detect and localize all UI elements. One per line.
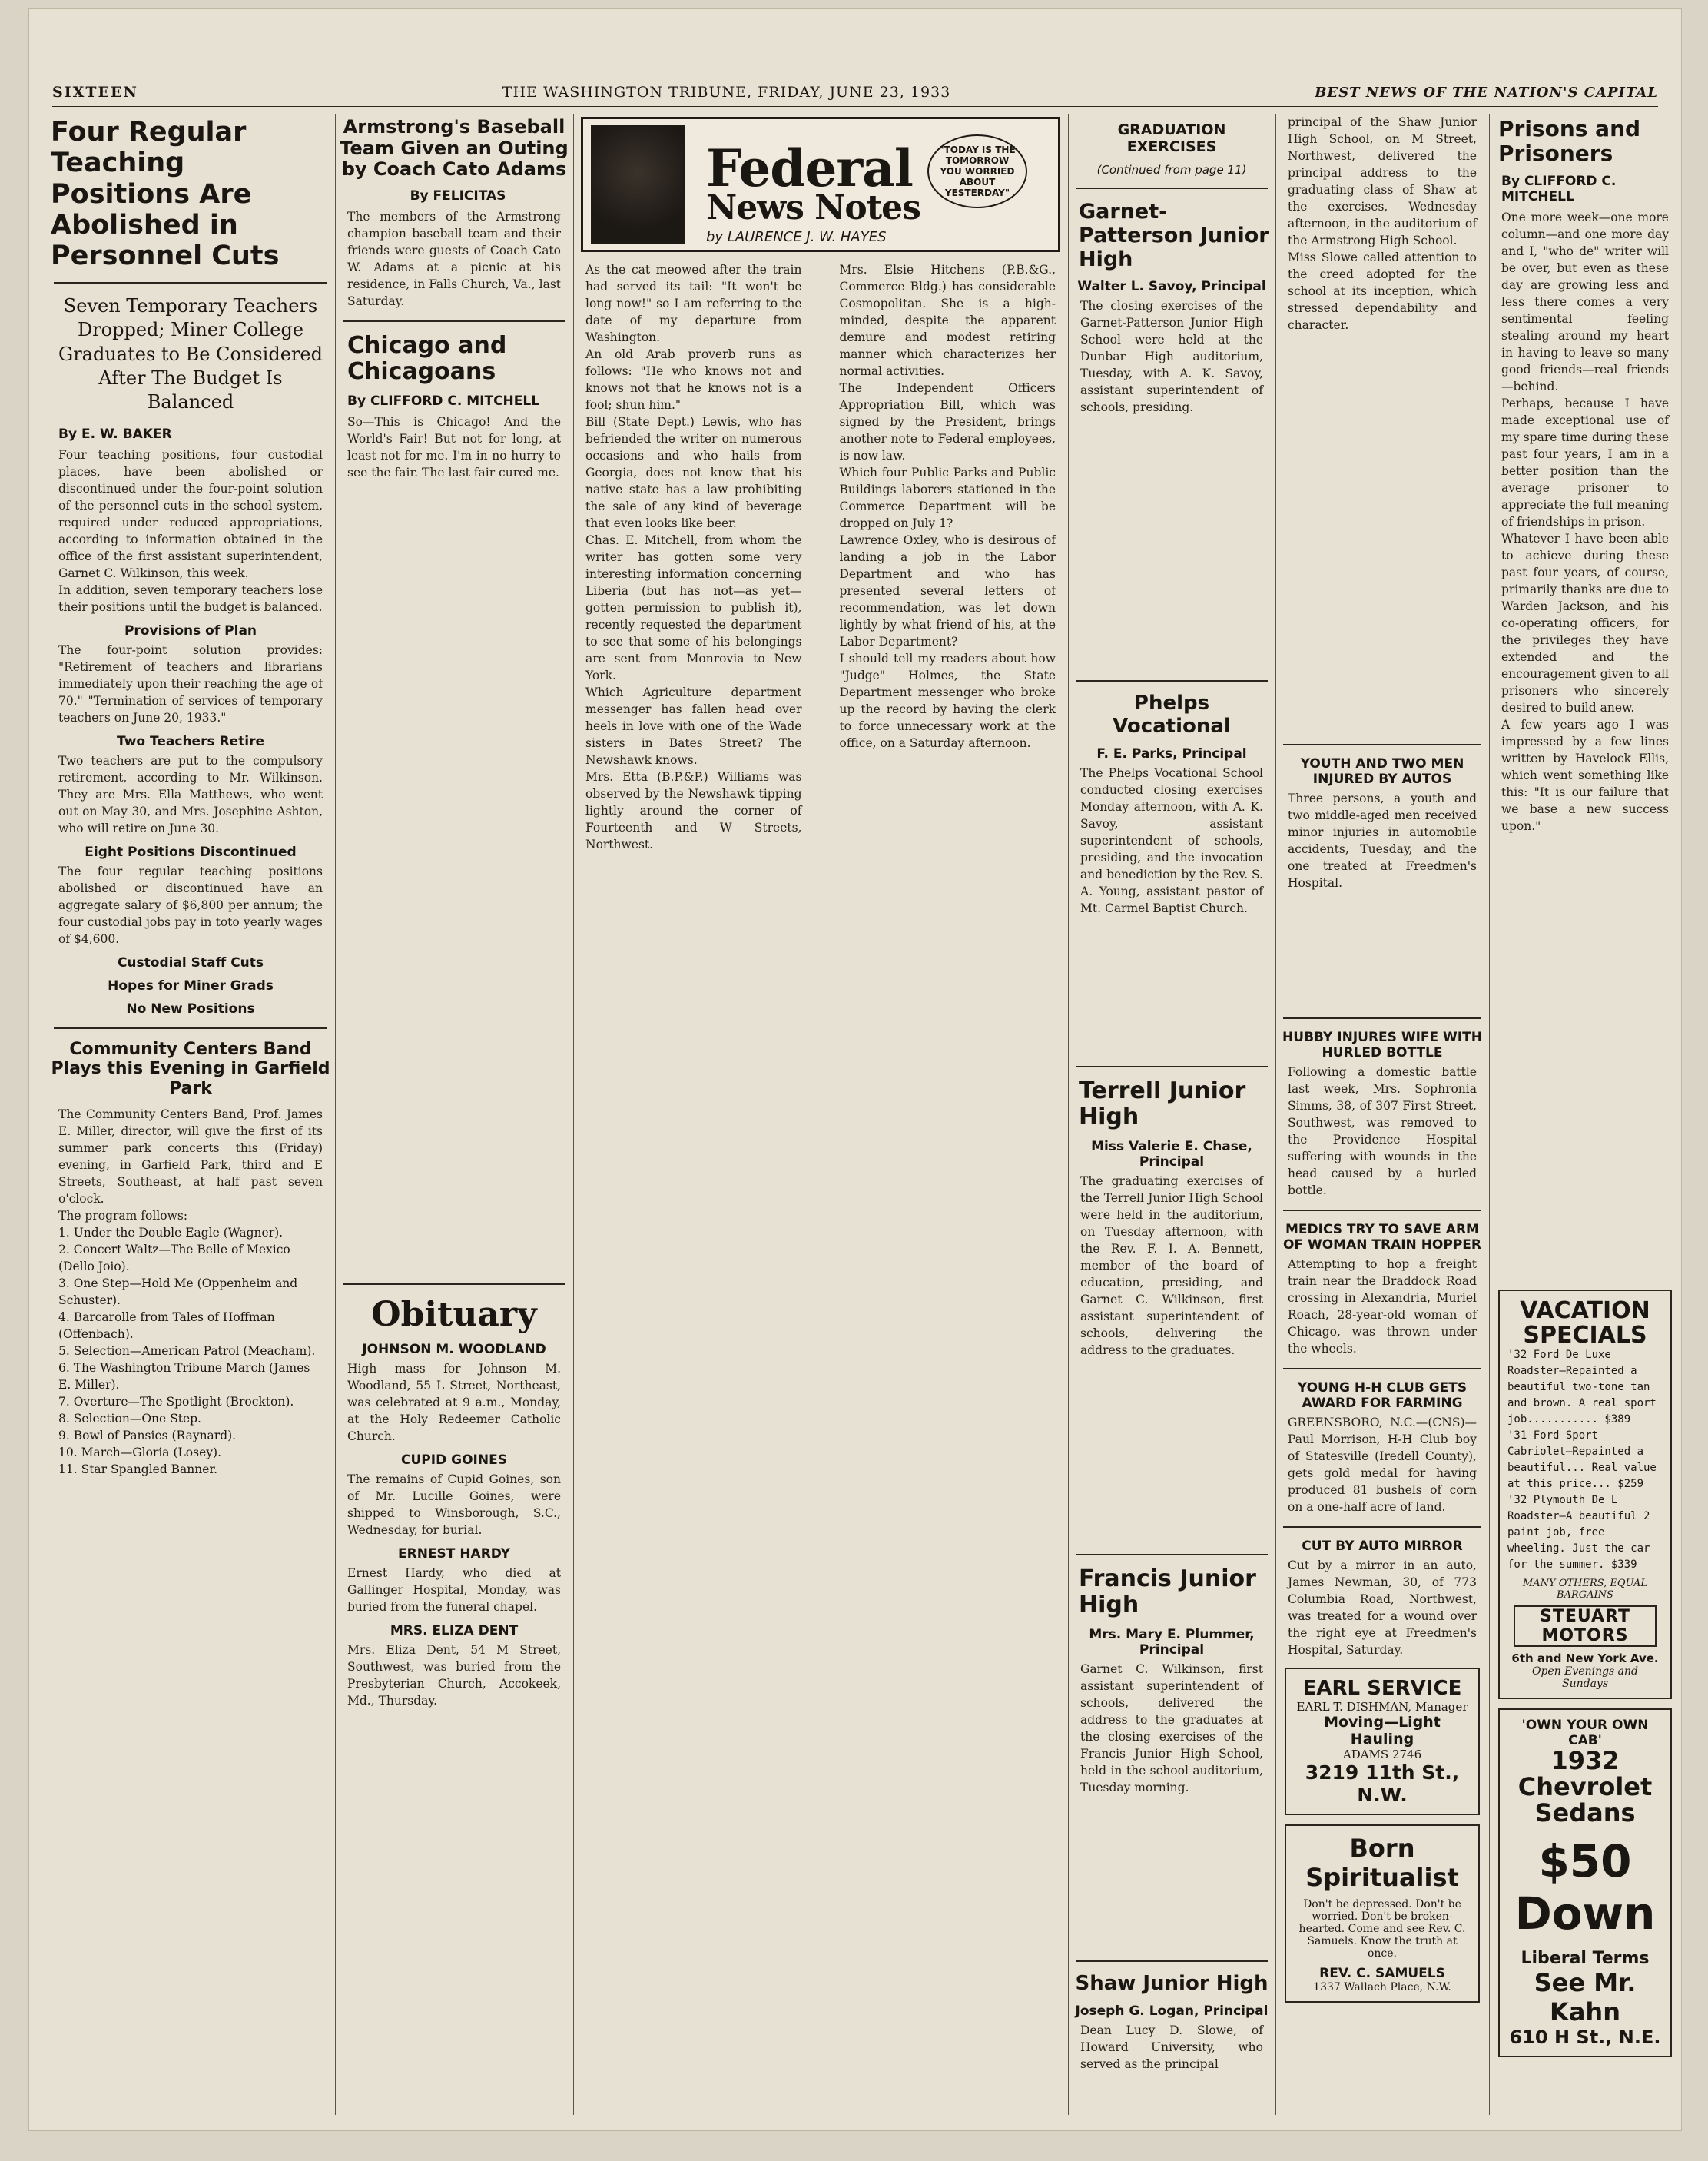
ad-line: Open Evenings and Sundays [1531,1665,1639,1691]
ad-line: See Mr. Kahn [1534,1968,1637,2027]
program-item: 10. March—Gloria (Losey). [58,1446,221,1460]
article-paragraph: One more week—one more column—and one more day and I, "who de" writer will be over, but even as these day are growing less and less there comes a very sentimental feeling stealing around my heart in having to leave so many good friends—real friends—behind. [1501,211,1669,394]
divider [1076,1554,1268,1555]
headline-baseball: Armstrong's Baseball Team Given an Outing by Coach Cato Adams [340,116,569,181]
divider [1283,1368,1481,1369]
ad-line: 6th and New York Ave. [1511,1651,1659,1666]
article-paragraph: Perhaps, because I have made exceptional use of my spare time during these past four years, I am in a better position than the average prisoner to appreciate the full meaning of friendships in prison. [1501,397,1669,529]
ad-line: 610 H St., N.E. [1509,2027,1661,2049]
quote-badge: "TODAY IS THE TOMORROW YOU WORRIED ABOUT YESTERDAY" [927,134,1027,208]
article-paragraph: The Community Centers Band, Prof. James E. Miller, director, will give the first of its summer park concerts this (Friday) evening, in Garfield Park, third and E Streets, Southeast, at half past seven o'clock. [58,1107,323,1207]
article-paragraph: Four teaching positions, four custodial places, have been abolished or discontinued under the four-point solution of the personnel cuts in the school system, required under reduced appropriations, according to information obtained in the office of the first assistant superintendent, Garnet C. Wilkinson, this week. [58,448,323,581]
article-paragraph: Lawrence Oxley, who is desirous of landing a job in the Labor Department and who has presented several letters of recommendation, was let down lightly by what friend of his, at the Labor Department? [839,533,1056,649]
ad-line: Liberal Terms [1521,1949,1650,1969]
article-paragraph: The four regular teaching positions abolished or discontinued have an aggregate salary of $6,800 per annum; the four custodial jobs pay in toto yearly wages of $4,600. [58,865,323,947]
headline-teaching-positions: Four Regular Teaching Positions Are Abolished in Personnel Cuts [51,117,280,271]
chevrolet-ad [1498,1708,1672,2057]
ad-line: EARL T. DISHMAN, Manager [1296,1700,1468,1714]
article-paragraph: Three persons, a youth and two middle-aged men received minor injuries in automobile accidents, Tuesday, and the one treated at Freedmen's Hospital. [1288,792,1477,890]
divider [1283,1017,1481,1019]
ad-price: $50 Down [1514,1835,1656,1940]
federal-title-line1: Federal [706,138,913,198]
column-4 [1073,114,1271,2115]
ad-line: REV. C. SAMUELS [1319,1966,1445,1981]
column-text-continuation [1073,1796,1271,1950]
program-item: 1. Under the Double Eagle (Wagner). [58,1226,284,1240]
column-rule [1489,114,1490,2115]
federal-title [685,138,920,228]
paper-dateline: THE WASHINGTON TRIBUNE, FRIDAY, JUNE 23, 1933 [502,84,951,101]
column-1 [51,114,330,2115]
obit-name: ERNEST HARDY [398,1546,510,1562]
column-text-continuation [1280,334,1484,733]
headline-chicago: Chicago and Chicagoans [347,331,507,386]
federal-news-notes-banner [581,117,1060,252]
article-paragraph: Following a domestic battle last week, Mrs. Sophronia Simms, 38, of 307 First Street, Southwest, was removed to the Providence Hospital suffering with wounds in the head caused by a hurled bottle. [1288,1065,1477,1197]
ad-line: ADAMS 2746 [1342,1748,1422,1761]
program-label: The program follows: [58,1209,188,1223]
principal-line: Mrs. Mary E. Plummer, Principal [1089,1626,1255,1658]
article-paragraph: Garnet C. Wilkinson, first assistant superintendent of schools, delivered the address to the graduates at the closing exercises of the Francis Junior High School, held in the school auditorium, Tuesday morning. [1080,1661,1263,1794]
obit-text: High mass for Johnson M. Woodland, 55 L Street, Northeast, was celebrated at 9 a.m., Monday, at the Holy Redeemer Catholic Church. [347,1362,561,1444]
program-item: 4. Barcarolle from Tales of Hoffman (Offenbach). [58,1310,275,1342]
program-item: 6. The Washington Tribune March (James E. Miller). [58,1361,310,1393]
ad-line: '32 Plymouth De L Roadster—A beautiful 2 paint job, free wheeling. Just the car for the summer. $339 [1507,1494,1650,1572]
principal-line: F. E. Parks, Principal [1096,745,1247,762]
headline-youth-injured: YOUTH AND TWO MEN INJURED BY AUTOS [1300,756,1464,787]
federal-columns [578,261,1063,853]
article-paragraph: GREENSBORO, N.C.—(CNS)—Paul Morrison, H-H Club boy of Statesville (Iredell County), gets gold medal for having produced 81 bushels of corn on a one-half acre of land. [1288,1416,1477,1514]
vacation-specials-ad [1498,1290,1672,1699]
divider [54,282,327,284]
federal-subcolumn-left [578,261,810,853]
article-paragraph: Mrs. Etta (B.P.&P.) Williams was observed by the Newshawk tipping lightly around the corner of Fourteenth and W Streets, Northwest. [585,770,802,851]
headline-graduation: GRADUATION EXERCISES [1117,121,1226,155]
school-heading: Francis Junior High [1079,1565,1256,1619]
principal-line: Miss Valerie E. Chase, Principal [1091,1138,1252,1170]
school-heading: Terrell Junior High [1079,1077,1246,1131]
divider [1076,188,1268,189]
program-item: 8. Selection—One Step. [58,1412,201,1426]
article-paragraph: Whatever I have been able to achieve during these past four years, of course, primarily thanks are due to Warden Jackson, and his co-operating officers, for the privileges they have extended and the encouragement given to all prisoners who sincerely desired to build anew. [1501,532,1669,715]
article-paragraph: An old Arab proverb runs as follows: "He who knows not and knows not that he knows not is a fool; shun him." [585,347,802,412]
spiritualist-ad [1285,1824,1480,2003]
continued-note: (Continued from page 11) [1096,163,1247,177]
divider [1076,1960,1268,1962]
divider [54,1027,327,1029]
ad-title: 1932 Chevrolet Sedans [1517,1746,1653,1827]
divider [1076,680,1268,682]
obit-name: CUPID GOINES [401,1452,507,1469]
obit-name: JOHNSON M. WOODLAND [362,1342,546,1358]
obit-name: MRS. ELIZA DENT [390,1623,519,1639]
article-paragraph: Two teachers are put to the compulsory retirement, according to Mr. Wilkinson. They are Mrs. Ella Matthews, who went out on May 30, and Mrs. Josephine Ashton, who will retire on June 30. [58,754,323,836]
subhead: Custodial Staff Cuts [117,955,264,971]
article-paragraph: The four-point solution provides: "Retirement of teachers and librarians immediately upon their reaching the age of 70." "Termination of services of temporary teachers on June 20, 1933." [58,643,323,725]
column-rule [335,114,336,2115]
federal-subcolumn-right [832,261,1064,853]
divider [343,1283,565,1285]
subhead: No New Positions [126,1001,255,1017]
headline-band-concert: Community Centers Band Plays this Evening in Garfield Park [51,1040,330,1098]
article-paragraph: The Independent Officers Appropriation Bill, which was signed by the President, brings another note to Federal employees, is now law. [839,381,1056,463]
subhead: Eight Positions Discontinued [85,845,297,861]
earl-service-ad [1285,1668,1480,1815]
obit-text: Mrs. Eliza Dent, 54 M Street, Southwest, was buried from the Presbyterian Church, Accokeek, Md., Thursday. [347,1643,561,1708]
ad-line: '32 Ford De Luxe Roadster—Repainted a beautiful two-tone tan and brown. A real sport job........... $389 [1507,1349,1657,1426]
article-paragraph: Bill (State Dept.) Lewis, who has befriended the writer on numerous occasions and who hails from Georgia, does not know that his native state has a law prohibiting the sale of any kind of beverage that even looks like beer. [585,415,802,530]
byline: By CLIFFORD C. MITCHELL [1501,174,1617,205]
masthead [52,80,1658,107]
ad-line: 3219 11th St., N.W. [1305,1761,1460,1806]
federal-byline: by LAURENCE J. W. HAYES [706,229,887,245]
article-paragraph: A few years ago I was impressed by a few lines written by Havelock Ellis, which went something like this: "It is our failure that we base a new success upon." [1501,718,1669,834]
page-number: SIXTEEN [52,84,138,101]
article-paragraph: I should tell my readers about how "Judge" Holmes, the State Department messenger who broke up the record by having the clerk to force unnecessary work at the office, on a Saturday afternoon. [839,652,1056,750]
article-paragraph: Cut by a mirror in an auto, James Newman, 30, of 773 Columbia Road, Northwest, was treated for a wound over the right eye at Freedmen's Hospital, Saturday. [1288,1559,1477,1657]
ad-title: VACATION SPECIALS [1520,1297,1650,1349]
column-2 [340,114,569,2115]
newspaper-page [29,9,1681,2130]
divider [343,320,565,322]
article-paragraph: Dean Lucy D. Slowe, of Howard University, who served as the principal [1080,2023,1263,2071]
divider [1283,1210,1481,1211]
column-text-continuation [1280,891,1484,1007]
article-paragraph: Mrs. Elsie Hitchens (P.B.&G., Commerce Bldg.) has considerable Cosmopolitan. She is a high-minded, despite the apparent demure and modest retiring manner which characterizes her normal activities. [839,263,1056,378]
column-rule [1068,114,1069,2115]
divider [1283,744,1481,745]
school-heading: Shaw Junior High [1075,1971,1269,1995]
principal-line: Walter L. Savoy, Principal [1077,279,1266,295]
subhead: Provisions of Plan [124,623,257,639]
divider [1283,1526,1481,1528]
columnist-portrait [591,125,685,244]
article-paragraph: The members of the Armstrong champion baseball team and their friends were guests of Coach Cato W. Adams at a picnic at his residence, in Falls Church, Va., last Saturday. [347,209,561,308]
article-paragraph: Which four Public Parks and Public Buildings laborers stationed in the Commerce Department will be dropped on July 1? [839,466,1056,530]
subhead: Two Teachers Retire [117,734,264,750]
article-paragraph: Chas. E. Mitchell, from whom the writer has gotten some very interesting information concerning Liberia (but has not—as yet—gotten permission to publish it), recently requested the department to see that some of his belongings are sent from Monrovia to New York. [585,533,802,682]
ad-title: Born Spiritualist [1305,1834,1459,1892]
ad-line: '31 Ford Sport Cabriolet—Repainted a beautiful... Real value at this price... $259 [1507,1429,1657,1491]
program-item: 7. Overture—The Spotlight (Brockton). [58,1395,294,1409]
byline: By CLIFFORD C. MITCHELL [347,393,540,409]
article-paragraph: Miss Slowe called attention to the creed adopted for the school at its inception, which stressed dependability and character. [1288,251,1477,332]
article-paragraph: The Phelps Vocational School conducted closing exercises Monday afternoon, with A. K. Savoy, assistant superintendent of schools, presiding, and the invocation and benediction by the Rev. S. A. Young, assistant pastor of Mt. Carmel Baptist Church. [1080,765,1263,915]
article-paragraph: In addition, seven temporary teachers lose their positions until the budget is balanced. [58,583,323,615]
program-item: 2. Concert Waltz—The Belle of Mexico (Dello Joio). [58,1243,290,1274]
concert-program [58,1224,323,1478]
column-3 [578,114,1063,2115]
article-paragraph: As the cat meowed after the train had served its tail: "It won't be long now!" so I am referring to the date of my departure from Washington. [585,263,802,344]
headline-prisons: Prisons and Prisoners [1498,116,1641,167]
deck-teaching: Seven Temporary Teachers Dropped; Miner College Graduates to Be Considered After The Budget Is Balanced [58,295,323,413]
dealer-logo: STEUART MOTORS [1514,1605,1657,1647]
ad-line: Moving—Light Hauling [1324,1714,1441,1748]
article-paragraph: Attempting to hop a freight train near the Braddock Road crossing in Alexandria, Muriel Roach, 28-year-old woman of Chicago, was thrown under the wheels. [1288,1257,1477,1356]
paper-slogan: BEST NEWS OF THE NATION'S CAPITAL [1315,84,1658,101]
byline: By FELICITAS [410,188,506,204]
ad-line: 1337 Wallach Place, N.W. [1313,1981,1451,1993]
headline-auto-mirror: CUT BY AUTO MIRROR [1302,1539,1463,1554]
program-item: 5. Selection—American Patrol (Meacham). [58,1344,316,1359]
article-paragraph: The graduating exercises of the Terrell Junior High School were held in the auditorium, on Tuesday afternoon, with the Rev. F. I. A. Bennett, member of the board of education, presiding, and Garnet C. Wilkinson, first assistant superintendent of schools, delivering the address to the graduates. [1080,1173,1263,1357]
column-text-continuation [1073,1359,1271,1543]
column-text-continuation [1073,416,1271,669]
federal-title-line2: News Notes [706,188,920,228]
headline-hubby: HUBBY INJURES WIFE WITH HURLED BOTTLE [1282,1030,1482,1061]
subhead: Hopes for Miner Grads [108,978,274,994]
obit-text: Ernest Hardy, who died at Gallinger Hospital, Monday, was buried from the funeral chapel. [347,1566,561,1615]
ad-title: EARL SERVICE [1302,1677,1462,1700]
obit-text: The remains of Cupid Goines, son of Mr. Lucille Goines, were shipped to Winsborough, S.C., Wednesday, for burial. [347,1472,561,1538]
article-paragraph: The closing exercises of the Garnet-Patterson Junior High School were held at the Dunbar High auditorium, Tuesday, with A. K. Savoy, assistant superintendent of schools, presiding. [1080,299,1263,415]
byline: By E. W. BAKER [58,427,172,443]
ad-line: MANY OTHERS, EQUAL BARGAINS [1522,1578,1648,1602]
column-text-continuation [1494,835,1676,1280]
headline-medics: MEDICS TRY TO SAVE ARM OF WOMAN TRAIN HOPPER [1282,1222,1482,1253]
headline-club: YOUNG H-H CLUB GETS AWARD FOR FARMING [1297,1380,1468,1411]
article-paragraph: Which Agriculture department messenger has fallen head over heels in love with one of the Wade sisters in Bates Street? The Newshawk knows. [585,685,802,767]
divider [1076,1066,1268,1067]
column-rule [1275,114,1276,2115]
column-6 [1494,114,1676,2115]
ad-line: 'OWN YOUR OWN CAB' [1521,1718,1649,1749]
program-item: 9. Bowl of Pansies (Raynard). [58,1429,237,1443]
column-rule [573,114,574,2115]
program-item: 11. Star Spangled Banner. [58,1462,218,1477]
column-text-continuation [340,481,569,1273]
ad-text: Don't be depressed. Don't be worried. Don't be broken-hearted. Come and see Rev. C. Samuels. Know the truth at once. [1298,1898,1466,1960]
article-paragraph: So—This is Chicago! And the World's Fair! But not for long, at least not for me. I'm in no hurry to see the fair. The last fair cured me. [347,414,561,480]
program-item: 3. One Step—Hold Me (Oppenheim and Schuster). [58,1276,298,1308]
article-paragraph: principal of the Shaw Junior High School, on M Street, Northwest, delivered the principal address to the graduating class of Shaw at the exercises, Wednesday afternoon, in the auditorium of the Armstrong High School. [1288,115,1477,247]
principal-line: Joseph G. Logan, Principal [1075,2003,1269,2019]
school-heading: Phelps Vocational [1113,692,1231,739]
column-text-continuation [1073,917,1271,1055]
column-5 [1280,114,1484,2115]
headline-obituary: Obituary [371,1294,537,1334]
school-heading: Garnet-Patterson Junior High [1079,200,1269,272]
